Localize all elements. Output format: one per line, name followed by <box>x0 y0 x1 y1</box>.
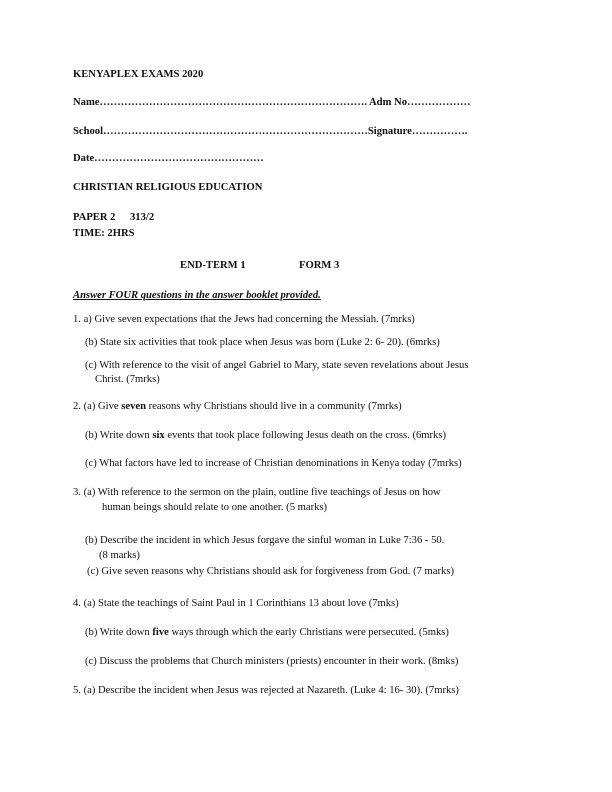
text: 2. (a) Give <box>73 401 122 412</box>
emphasis: seven <box>121 401 146 412</box>
question-4a: 4. (a) State the teachings of Saint Paul in 1 Corinthians 13 about love (7mks) <box>73 598 399 609</box>
question-2b <box>85 429 446 443</box>
question-5a: 5. (a) Describe the incident when Jesus was rejected at Nazareth. (Luke 4: 16- 30). (7mrks) <box>73 685 459 696</box>
question-2a <box>73 400 402 414</box>
question-4c: (c) Discuss the problems that Church ministers (priests) encounter in their work. (8mks) <box>85 656 459 667</box>
question-1a: 1. a) Give seven expectations that the Jews had concerning the Messiah. (7mrks) <box>73 314 415 325</box>
question-1c: (c) With reference to the visit of angel Gabriel to Mary, state seven revelations about Jesus <box>85 360 469 371</box>
instructions: Answer FOUR questions in the answer booklet provided. <box>73 290 321 301</box>
paper-code: 313/2 <box>130 212 155 223</box>
question-4b <box>85 626 449 640</box>
term: END-TERM 1 <box>180 260 246 271</box>
question-2c: (c) What factors have led to increase of Christian denominations in Kenya today (7mrks) <box>85 458 462 469</box>
paper-number: PAPER 2 <box>73 212 116 223</box>
question-1b: (b) State six activities that took place when Jesus was born (Luke 2: 6- 20). (6mrks) <box>85 337 440 348</box>
text: ways through which the early Christians were persecuted. (5mks) <box>168 627 449 638</box>
text: events that took place following Jesus death on the cross. (6mrks) <box>164 430 446 441</box>
date-field: Date………………………………………… <box>73 153 264 164</box>
question-3a: 3. (a) With reference to the sermon on the plain, outline five teachings of Jesus on how <box>73 487 441 498</box>
question-3b-cont: (8 marks) <box>99 550 140 561</box>
name-field: Name…………………………………………………………………. Adm No……………… <box>73 97 471 108</box>
text: (b) Write down <box>85 430 153 441</box>
form: FORM 3 <box>299 260 340 271</box>
exam-body: KENYAPLEX EXAMS 2020 <box>73 69 204 80</box>
emphasis: six <box>152 430 165 441</box>
question-3b: (b) Describe the incident in which Jesus forgave the sinful woman in Luke 7:36 - 50. <box>85 535 445 546</box>
emphasis: five <box>152 627 169 638</box>
subject-title: CHRISTIAN RELIGIOUS EDUCATION <box>73 182 263 193</box>
question-3c: (c) Give seven reasons why Christians should ask for forgiveness from God. (7 marks) <box>87 566 454 577</box>
text: reasons why Christians should live in a community (7mrks) <box>145 401 402 412</box>
text: (b) Write down <box>85 627 153 638</box>
question-1c-cont: Christ. (7mrks) <box>95 374 160 385</box>
question-3a-cont: human beings should relate to one another. (5 marks) <box>102 502 328 513</box>
time-allowed: TIME: 2HRS <box>73 228 135 239</box>
school-field: School…………………………………………………………………Signature……………. <box>73 126 468 137</box>
